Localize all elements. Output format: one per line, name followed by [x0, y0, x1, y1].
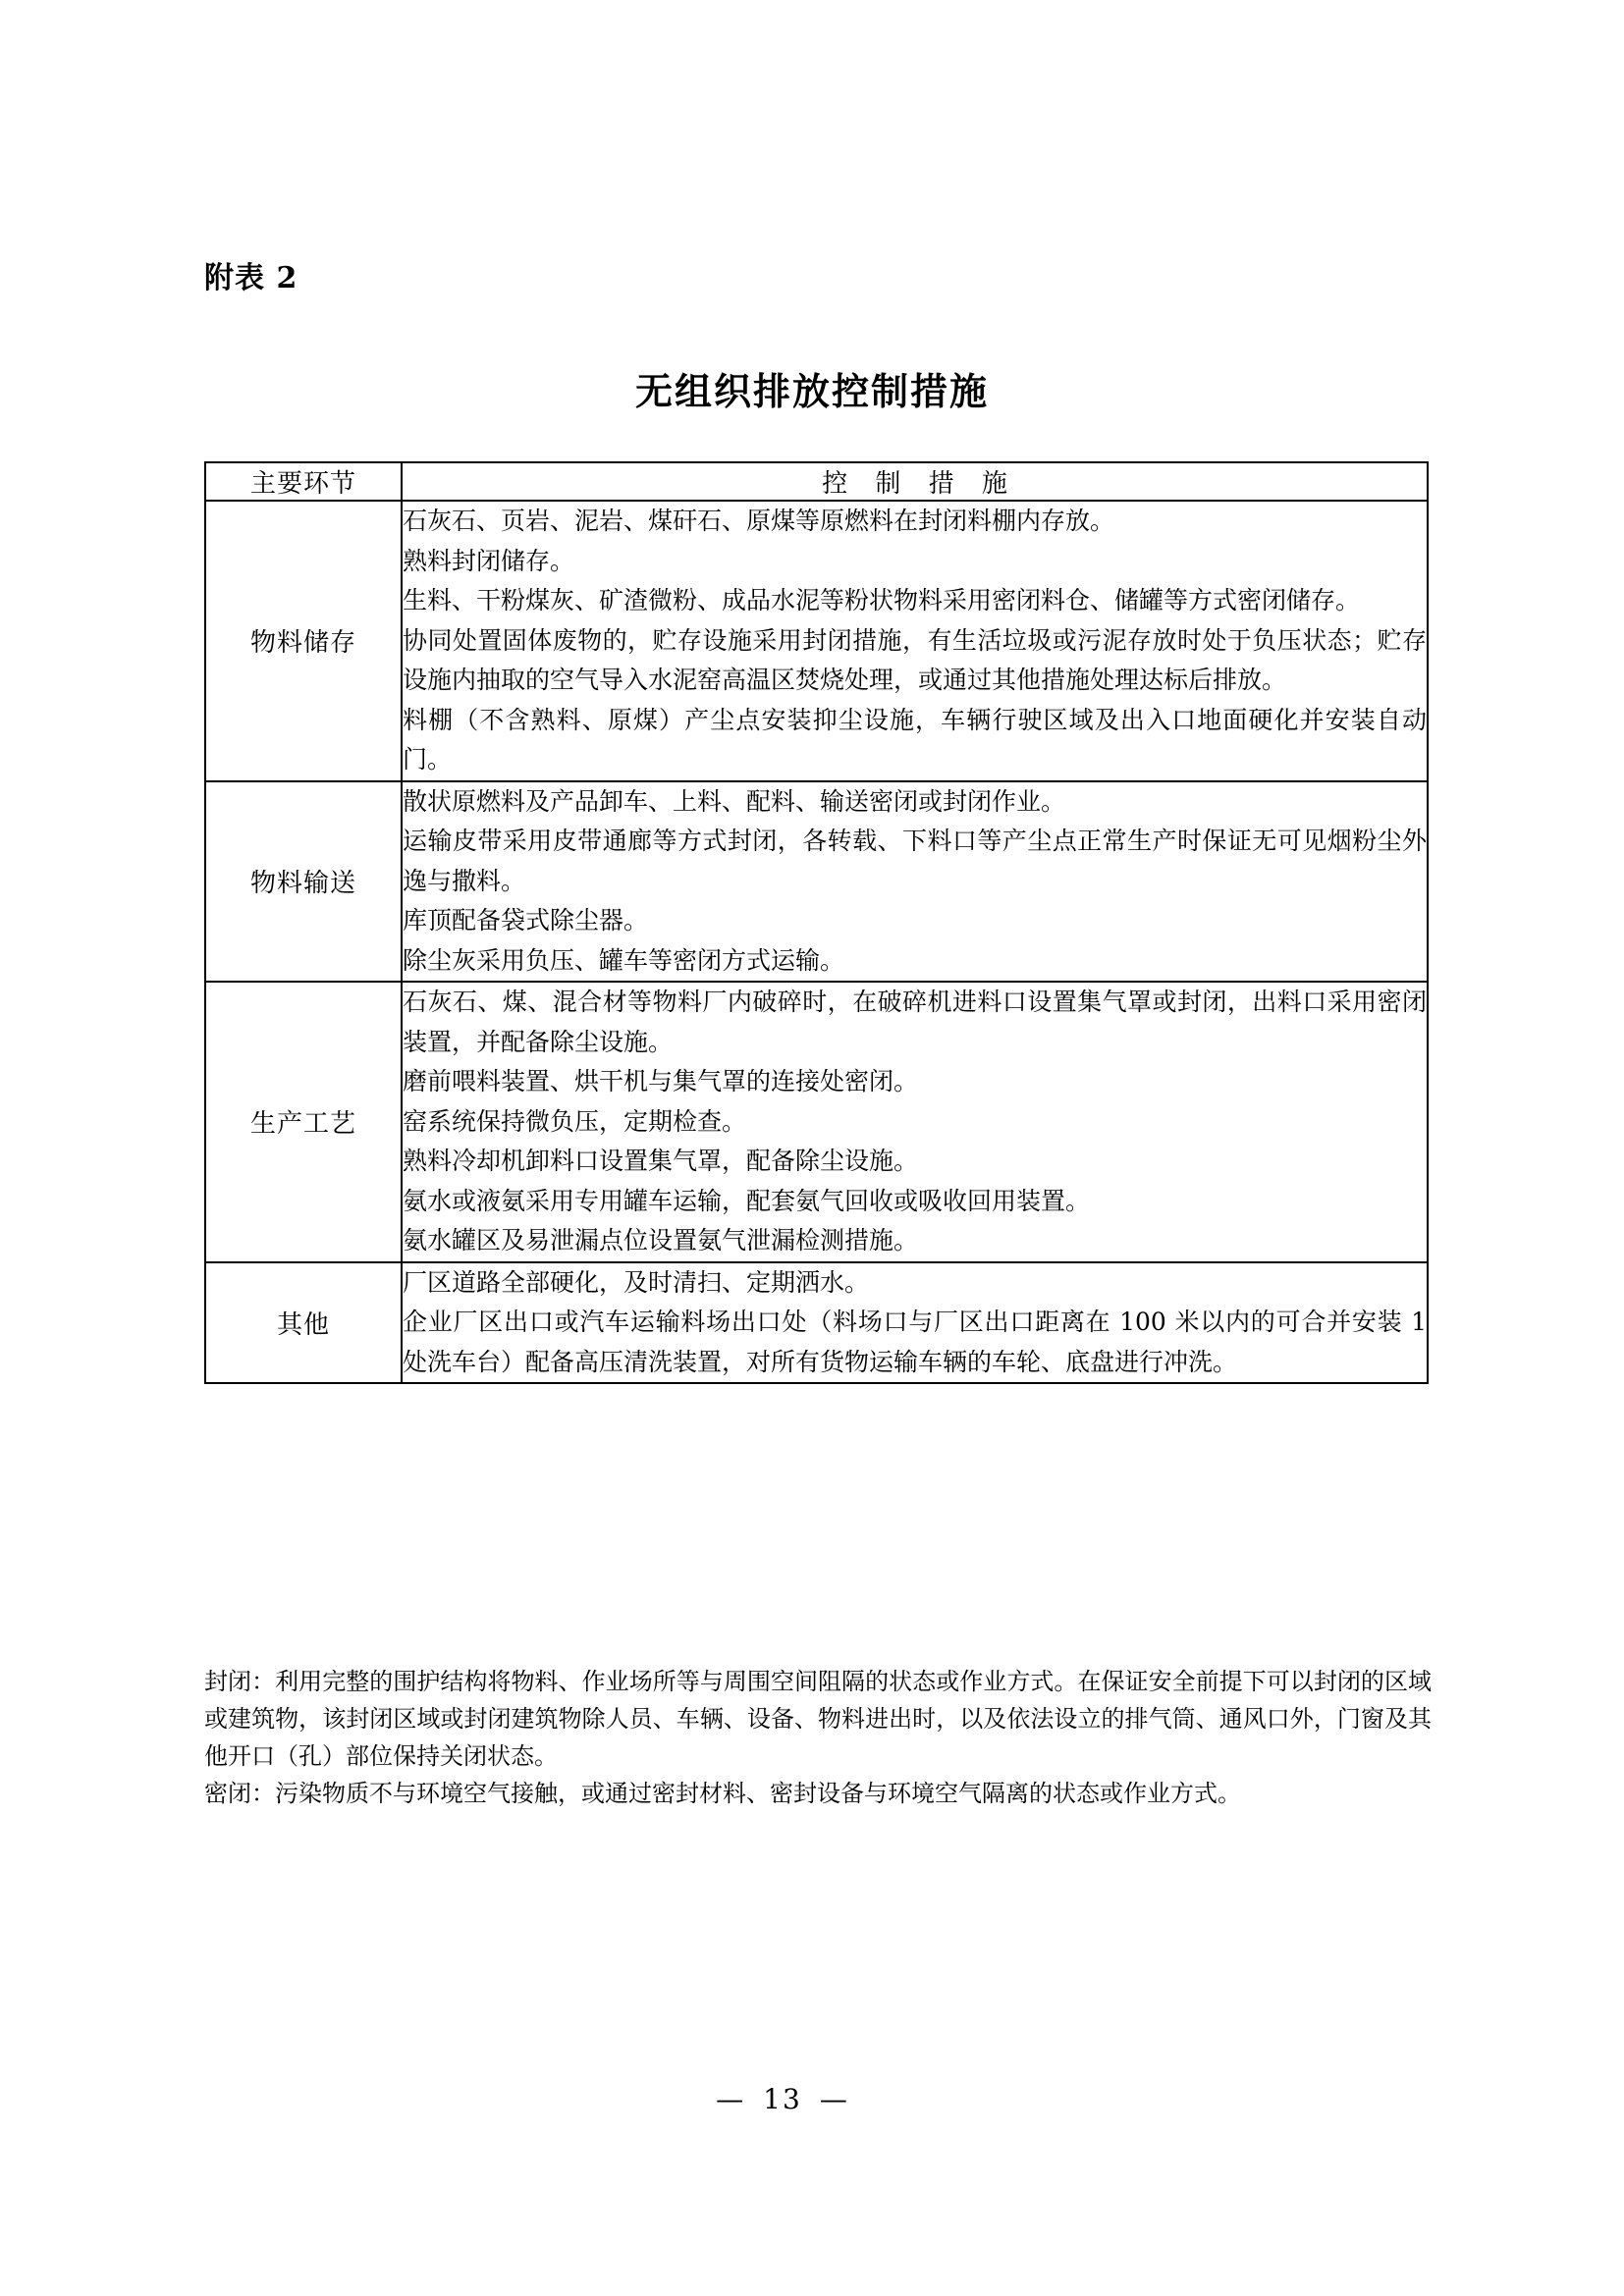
stage-production: 生产工艺 [205, 982, 402, 1262]
measures-storage [402, 501, 1428, 781]
note-closed-definition: 封闭：利用完整的围护结构将物料、作业场所等与周围空间阻隔的状态或作业方式。在保证安全前提下可以封闭的区域或建筑物，该封闭区域或封闭建筑物除人员、车辆、设备、物料进出时，以及依法设立的排气筒、通风口外，门窗及其他开口（孔）部位保持关闭状态。 [204, 1668, 1432, 1770]
stage-other: 其他 [205, 1262, 402, 1384]
page-title: 无组织排放控制措施 [634, 369, 989, 413]
measure-item: 生料、干粉煤灰、矿渣微粉、成品水泥等粉状物料采用密闭料仓、储罐等方式密闭储存。 [403, 586, 1361, 614]
measure-item: 石灰石、页岩、泥岩、煤矸石、原煤等原燃料在封闭料棚内存放。 [403, 507, 1115, 535]
measure-item: 窑系统保持微负压，定期检查。 [403, 1106, 747, 1136]
footer-dash-right: — [819, 2083, 849, 2115]
measure-item: 磨前喂料装置、烘干机与集气罩的连接处密闭。 [403, 1067, 919, 1095]
column-header-measures: 控 制 措 施 [402, 462, 1428, 501]
measure-item: 库顶配备袋式除尘器。 [403, 906, 649, 934]
measure-item: 除尘灰采用负压、罐车等密闭方式运输。 [403, 945, 845, 975]
page-footer [0, 2083, 1624, 2115]
measures-other [402, 1262, 1428, 1384]
stage-transport: 物料输送 [205, 781, 402, 983]
measure-item: 料棚（不含熟料、原煤）产尘点安装抑尘设施，车辆行驶区域及出入口地面硬化并安装自动门。 [403, 705, 1427, 774]
footer-dash-left: — [716, 2083, 746, 2115]
column-header-stage: 主要环节 [205, 462, 402, 501]
measure-item: 散状原燃料及产品卸车、上料、配料、输送密闭或封闭作业。 [403, 786, 1066, 816]
control-measures-table [204, 461, 1429, 1384]
appendix-label: 附表 2 [204, 261, 298, 295]
measure-item: 氨水罐区及易泄漏点位设置氨气泄漏检测措施。 [403, 1226, 919, 1255]
table-notes [204, 1664, 1432, 1813]
measure-item: 熟料冷却机卸料口设置集气罩，配备除尘设施。 [403, 1147, 919, 1175]
note-sealed-definition: 密闭：污染物质不与环境空气接触，或通过密封材料、密封设备与环境空气隔离的状态或作业方式。 [204, 1779, 1241, 1807]
page-number-value: 13 [763, 2083, 802, 2115]
measure-item: 石灰石、煤、混合材等物料厂内破碎时，在破碎机进料口设置集气罩或封闭，出料口采用密闭装置，并配备除尘设施。 [403, 988, 1427, 1056]
stage-storage: 物料储存 [205, 501, 402, 781]
measure-item: 运输皮带采用皮带通廊等方式封闭，各转载、下料口等产尘点正常生产时保证无可见烟粉尘外逸与撒料。 [403, 827, 1427, 895]
measure-item: 厂区道路全部硬化，及时清扫、定期洒水。 [403, 1267, 870, 1297]
table-row [205, 982, 1428, 1262]
measure-item: 企业厂区出口或汽车运输料场出口处（料场口与厂区出口距离在 100 米以内的可合并安装 1 处洗车台）配备高压清洗装置，对所有货物运输车辆的车轮、底盘进行冲洗。 [403, 1308, 1427, 1376]
measures-production [402, 982, 1428, 1262]
measure-item: 氨水或液氨采用专用罐车运输，配套氨气回收或吸收回用装置。 [403, 1186, 1091, 1215]
table-header-row [205, 462, 1428, 501]
table-row [205, 501, 1428, 781]
table-row [205, 781, 1428, 983]
table-row [205, 1262, 1428, 1384]
measures-transport [402, 781, 1428, 983]
measure-item: 熟料封闭储存。 [403, 546, 575, 575]
measure-item: 协同处置固体废物的，贮存设施采用封闭措施，有生活垃圾或污泥存放时处于负压状态；贮存设施内抽取的空气导入水泥窑高温区焚烧处理，或通过其他措施处理达标后排放。 [403, 625, 1427, 694]
